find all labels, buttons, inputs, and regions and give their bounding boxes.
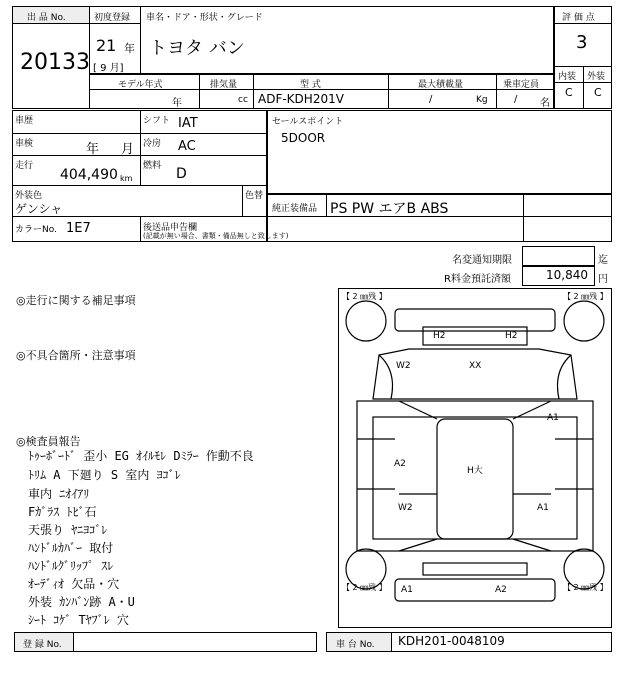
capacity-unit: 名 <box>540 98 550 109</box>
color-label: 外装色 <box>15 191 43 201</box>
history-label: 車歴 <box>15 116 34 126</box>
chassis-label: 車 台 No. <box>336 640 375 650</box>
damage-mark-a2-rear: A2 <box>495 585 507 595</box>
defects-heading: ◎不具合箇所・注意事項 <box>16 349 136 362</box>
car-name: トヨタ バン <box>149 38 245 59</box>
displacement-label: 排気量 <box>210 80 238 90</box>
after-note: (記載が無い場合、書類・備品無しと致します) <box>143 232 289 240</box>
reg-year-unit: 年 <box>124 42 135 55</box>
sales-value: 5DOOR <box>281 131 326 145</box>
reg-label-cell <box>14 632 74 652</box>
lot-number-cell <box>12 23 90 109</box>
inspector-note-6: ﾊﾝﾄﾞﾙｶﾊﾞｰ 取付 <box>28 541 114 555</box>
color-value: ゲンシャ <box>15 202 63 216</box>
inspector-note-9: 外装 ｶﾝﾊﾞﾝ跡 A・U <box>28 595 135 609</box>
recycle-label: R料金預託済額 <box>444 274 511 285</box>
lot-label-cell <box>12 6 90 24</box>
inspector-note-3: 車内 ﾆｵｲｱﾘ <box>28 487 90 501</box>
inspector-note-8: ｵｰﾃﾞｨｵ 欠品・穴 <box>28 577 120 591</box>
inspector-note-10: ｼｰﾄ ｺｹﾞ Tﾔﾌﾞﾚ 穴 <box>28 613 129 627</box>
eval-score: 3 <box>576 32 588 53</box>
inspector-note-4: Fｶﾞﾗｽ ﾄﾋﾞ石 <box>28 505 97 519</box>
ac-value: AC <box>178 139 196 154</box>
fuel-label: 燃料 <box>143 161 162 171</box>
fuel-value: D <box>176 166 187 182</box>
damage-mark-h2-left: H2 <box>433 331 446 341</box>
load-unit: Kg <box>476 95 488 105</box>
car-name-label: 車名・ドア・形状・グレード <box>146 13 263 23</box>
model-year-label: モデル年式 <box>118 80 163 90</box>
after-label: 後送品申告欄 <box>143 223 198 233</box>
inspector-note-1: ﾄｩｰﾎﾞｰﾄﾞ 歪小 EG ｵｲﾙﾓﾚ Dﾐﾗｰ 作動不良 <box>28 449 254 463</box>
rename-deadline-box <box>522 246 595 266</box>
inspection-label: 車検 <box>15 139 34 149</box>
displacement-unit: cc <box>238 95 248 105</box>
inspection-month-unit: 月 <box>121 142 135 157</box>
inspector-note-7: ﾊﾝﾄﾞﾙｸﾞﾘｯﾌﾟ ｽﾚ <box>28 559 114 573</box>
interior-grade: C <box>565 86 573 99</box>
inspector-note-5: 天張り ﾔﾆﾖｺﾞﾚ <box>28 523 108 537</box>
capacity-label: 乗車定員 <box>503 80 540 90</box>
shift-label: シフト <box>143 116 171 126</box>
reg-month: [ 9 月] <box>93 63 124 74</box>
damage-mark-w2-rear: W2 <box>398 503 413 513</box>
damage-mark-h-roof: H大 <box>467 466 483 476</box>
exterior-grade: C <box>594 86 602 99</box>
ac-label: 冷房 <box>143 139 162 149</box>
repaint-label: 色替 <box>245 191 264 201</box>
capacity-slash: / <box>514 94 518 105</box>
first-reg-label: 初度登録 <box>94 13 131 23</box>
recycle-unit: 円 <box>598 274 608 285</box>
vehicle-diagram <box>338 288 612 628</box>
exterior-label: 外装 <box>587 72 606 82</box>
load-label: 最大積載量 <box>418 80 464 90</box>
mileage-unit: km <box>120 174 133 183</box>
color-no-label: カラーNo. <box>15 225 57 235</box>
equip-value: PS PW エアB ABS <box>330 201 449 217</box>
damage-mark-a1-right-upper: A1 <box>547 413 559 423</box>
type-value: ADF-KDH201V <box>258 92 344 106</box>
damage-mark-h2-right: H2 <box>505 331 518 341</box>
equip-label: 純正装備品 <box>272 204 318 214</box>
shift-value: IAT <box>178 116 198 131</box>
recycle-value: 10,840 <box>546 268 588 282</box>
inspector-note-2: ﾄﾘﾑ A 下廻り S 室内 ﾖｺﾞﾚ <box>28 468 181 482</box>
load-slash: / <box>429 94 433 105</box>
lot-label: 出 品 No. <box>27 13 66 23</box>
chassis-label-cell <box>326 632 392 652</box>
damage-mark-a1-rear: A1 <box>401 585 413 595</box>
color-no-value: 1E7 <box>66 221 91 236</box>
interior-label: 内装 <box>558 72 577 82</box>
lot-number: 20133 <box>20 50 90 75</box>
mileage-label: 走行 <box>15 161 34 171</box>
rename-label: 名変通知期限 <box>452 255 512 266</box>
mileage-value: 404,490 <box>60 167 118 183</box>
reg-label: 登 録 No. <box>23 640 62 650</box>
damage-mark-xx: XX <box>469 361 482 371</box>
tire-depth-rear-right: 【 2 ㎜残 】 <box>563 583 608 592</box>
tire-depth-front-right: 【 2 ㎜残 】 <box>563 292 608 301</box>
eval-label: 評 価 点 <box>562 13 595 23</box>
inspection-year-unit: 年 <box>86 142 100 157</box>
supplement-heading: ◎走行に関する補足事項 <box>16 294 136 307</box>
damage-mark-a1-right-lower: A1 <box>537 503 549 513</box>
sales-label: セールスポイント <box>272 117 344 127</box>
tire-depth-rear-left: 【 2 ㎜残 】 <box>342 583 387 592</box>
inspector-heading: ◎検査員報告 <box>16 435 81 448</box>
car-body-outline <box>339 289 611 627</box>
tire-depth-front-left: 【 2 ㎜残 】 <box>342 292 387 301</box>
chassis-value: KDH201-0048109 <box>398 634 505 648</box>
reg-year-era: 21 <box>96 36 117 55</box>
type-label: 型 式 <box>300 80 321 90</box>
damage-mark-w2-front: W2 <box>396 361 411 371</box>
model-year-unit: 年 <box>172 98 182 109</box>
rename-unit: 迄 <box>598 255 608 266</box>
damage-mark-a2-left: A2 <box>394 459 406 469</box>
